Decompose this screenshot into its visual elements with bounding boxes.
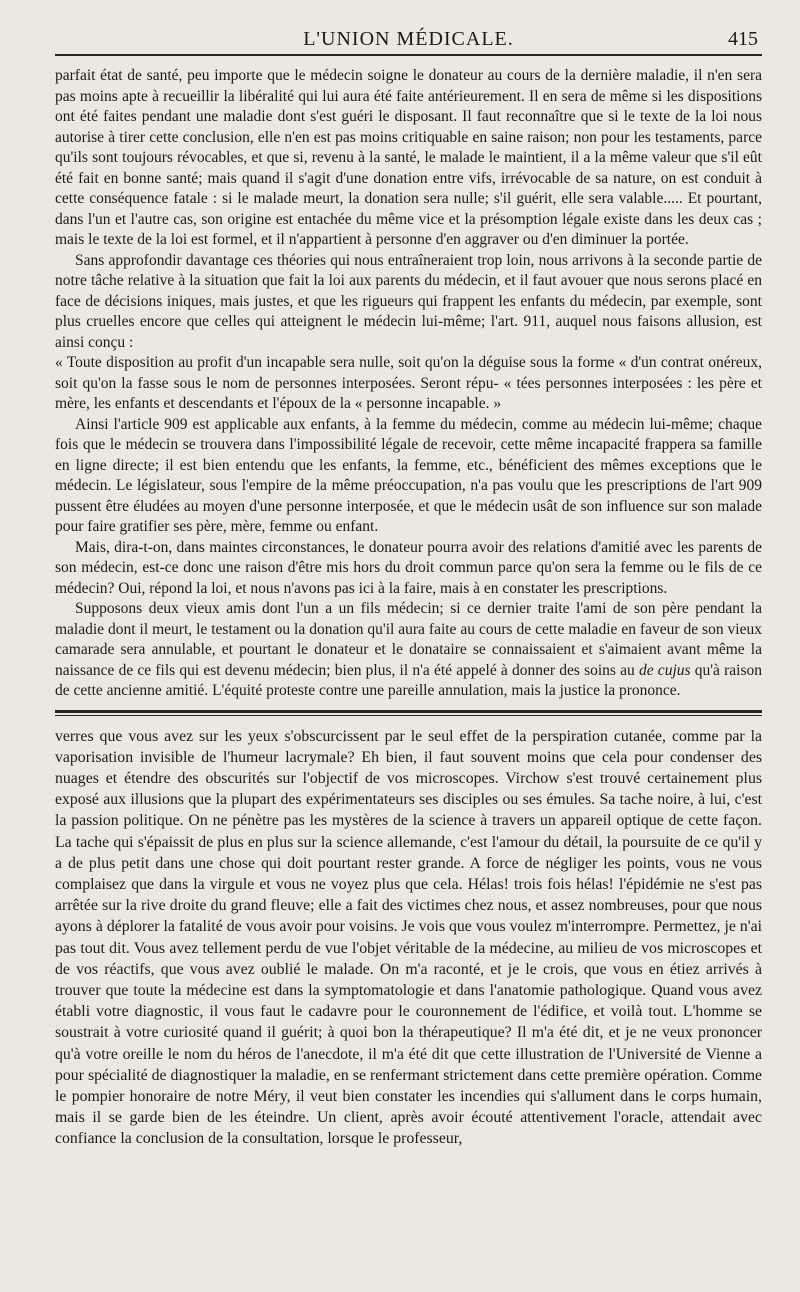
paragraph-text: qu'à raison de cette ancienne amitié. L'équité proteste contre une pareille annulation, mais la justice la prononce. xyxy=(55,661,762,699)
latin-term: de cujus xyxy=(638,661,691,679)
paragraph-text: Supposons deux vieux amis dont l'un a un fils médecin; si ce dernier traite l'ami de son père pendant la maladie dont il meurt, le testament ou la donation qu'il aura faite au cours de cette maladie en faveur de son vieux camarade sera annulable, et pourtant le donateur et le donataire se connaissaient et s'aimaient avant même la naissance de ce fils qui est devenu médecin; bien plus, il n'a été appelé à donner des soins au xyxy=(55,600,762,679)
paragraph: Mais, dira-t-on, dans maintes circonstances, le donateur pourra avoir des relations d'amitié avec les parents de son médecin, est-ce donc une raison d'être mis hors du droit commun parce qu'on sera la femme ou le fils de ce médecin? Oui, répond la loi, et nous n'avons pas ici à la faire, mais à en constater les prescriptions. xyxy=(55,538,762,597)
feuilleton-section xyxy=(55,726,762,1150)
feuilleton-separator xyxy=(55,710,762,716)
page-number: 415 xyxy=(728,28,758,50)
article-body xyxy=(55,66,762,702)
paragraph: Sans approfondir davantage ces théories qui nous entraîneraient trop loin, nous arrivons à la seconde partie de notre tâche relative à la situation que fait la loi aux parents du médecin, et il faut avouer que nous serons placé en face de décisions iniques, mais justes, et que les rigueurs qui frappent les enfants du médecin, par exemple, sont plus cruelles encore que celles qui atteignent le médecin lui-même; l'art. 911, auquel nous faisons allusion, est ainsi conçu : xyxy=(55,251,762,351)
journal-title: L'UNION MÉDICALE. xyxy=(303,28,514,50)
feuilleton-text: verres que vous avez sur les yeux s'obscurcissent par le seul effet de la perspiration cutanée, comme par la vaporisation invisible de l'humeur lacrymale? Eh bien, il faut souvent moins que cela pour condenser des nuages et étendre des obscurités sur l'objectif de vos microscopes. Virchow s'est trouvé certainement plus exposé aux illusions que la plupart des expérimentateurs ses disciples ou ses émules. Sa tache noire, à lui, c'est la passion politique. On ne pénètre pas les mystères de la science à travers un appareil optique de cette façon. La tache qui s'épaissit de plus en plus sur la science allemande, c'est l'amour du détail, la poursuite de ce qu'il y a de plus petit dans une chose qui doit pourtant rester grande. A force de négliger les points, vous ne vous complaisez que dans la virgule et vous ne voyez plus que cela. Hélas! trois fois hélas! l'épidémie ne s'est pas arrêtée sur la rive droite du grand fleuve; elle a fait des victimes chez nous, et assez nombreuses, pour que nous ayons à déplorer la fatalité de vous avoir pour voisins. Je vois que vous voulez m'interrompre. Permettez, je n'ai pas tout dit. Vous avez tellement perdu de vue l'objet véritable de la médecine, au milieu de vos microscopes et de vos réactifs, que vous avez oublié le malade. On m'a raconté, et je le crois, que vous en étiez arrivés à trouver que toute la médecine est dans la symptomatologie et dans l'anatomie pathologique. Quand vous avez établi votre diagnostic, il vous faut le cadavre pour le couronnement de l'édifice, et voilà tout. L'homme se soustrait à votre curiosité quand il guérit; à quoi bon la thérapeutique? Il m'a été dit, et je ne veux prononcer qu'à votre oreille le nom du héros de l'anecdote, il m'a été dit que cette illustration de l'Université de Vienne a pour spécialité de diagnostiquer la maladie, en se renfermant strictement dans cette première opération. Comme le pompier honoraire de notre Méry, il veut bien constater les incendies qui s'allument dans le corps humain, mais il se garde bien de les éteindre. Un client, après avoir écouté attentivement l'oracle, attendait avec confiance la conclusion de la consultation, lorsque le professeur, xyxy=(55,727,762,1148)
paragraph xyxy=(55,599,762,702)
law-quotation: « Toute disposition au profit d'un incapable sera nulle, soit qu'on la déguise sous la forme « d'un contrat onéreux, soit qu'on la fasse sous le nom de personnes interposées. Seront répu- « tées personnes interposées : les père et mère, les enfants et descendants et l'époux de la « personne incapable. » xyxy=(55,354,762,412)
paragraph: parfait état de santé, peu importe que le médecin soigne le donateur au cours de la dernière maladie, il n'en sera pas moins apte à recueillir la libéralité qui lui aura été faite antérieurement. Il en sera de même si les dispositions ont été faites pendant une maladie dont s'est guéri le disposant. Il faut reconnaître que si le texte de la loi nous autorise à tirer cette conclusion, elle n'en est pas moins critiquable en saine raison; non pour les testaments, parce qu'ils sont toujours révocables, et que si, revenu à la santé, le malade le maintient, il a la même valeur que s'il eût été fait en bonne santé; mais quand il s'agit d'une donation entre vifs, irrévocable de sa nature, on est conduit à cette conséquence fatale : si le malade meurt, la donation sera nulle; s'il guérit, elle sera valable..... Et pourtant, dans l'un et l'autre cas, son origine est entachée du même vice et la présomption légale existe dans les deux cas ; mais le texte de la loi est formel, et il n'appartient à personne d'en aggraver ou d'en diminuer la portée. xyxy=(55,67,762,248)
paragraph: Ainsi l'article 909 est applicable aux enfants, à la femme du médecin, comme au médecin lui-même; chaque fois que le médecin se trouvera dans l'impossibilité légale de recevoir, cette même incapacité frappera sa famille en ligne directe; il est bien entendu que les enfants, la femme, etc., bénéficient des mêmes exceptions que le médecin. Le législateur, sous l'empire de la même préoccupation, n'a pas voulu que les prescriptions de l'art 909 pussent être éludées au moyen d'une personne interposée, et que le médecin usât de son influence sur son malade pour faire gratifier ses père, mère, femme ou enfant. xyxy=(55,415,762,535)
header-rule xyxy=(55,54,762,56)
running-header xyxy=(55,20,762,54)
